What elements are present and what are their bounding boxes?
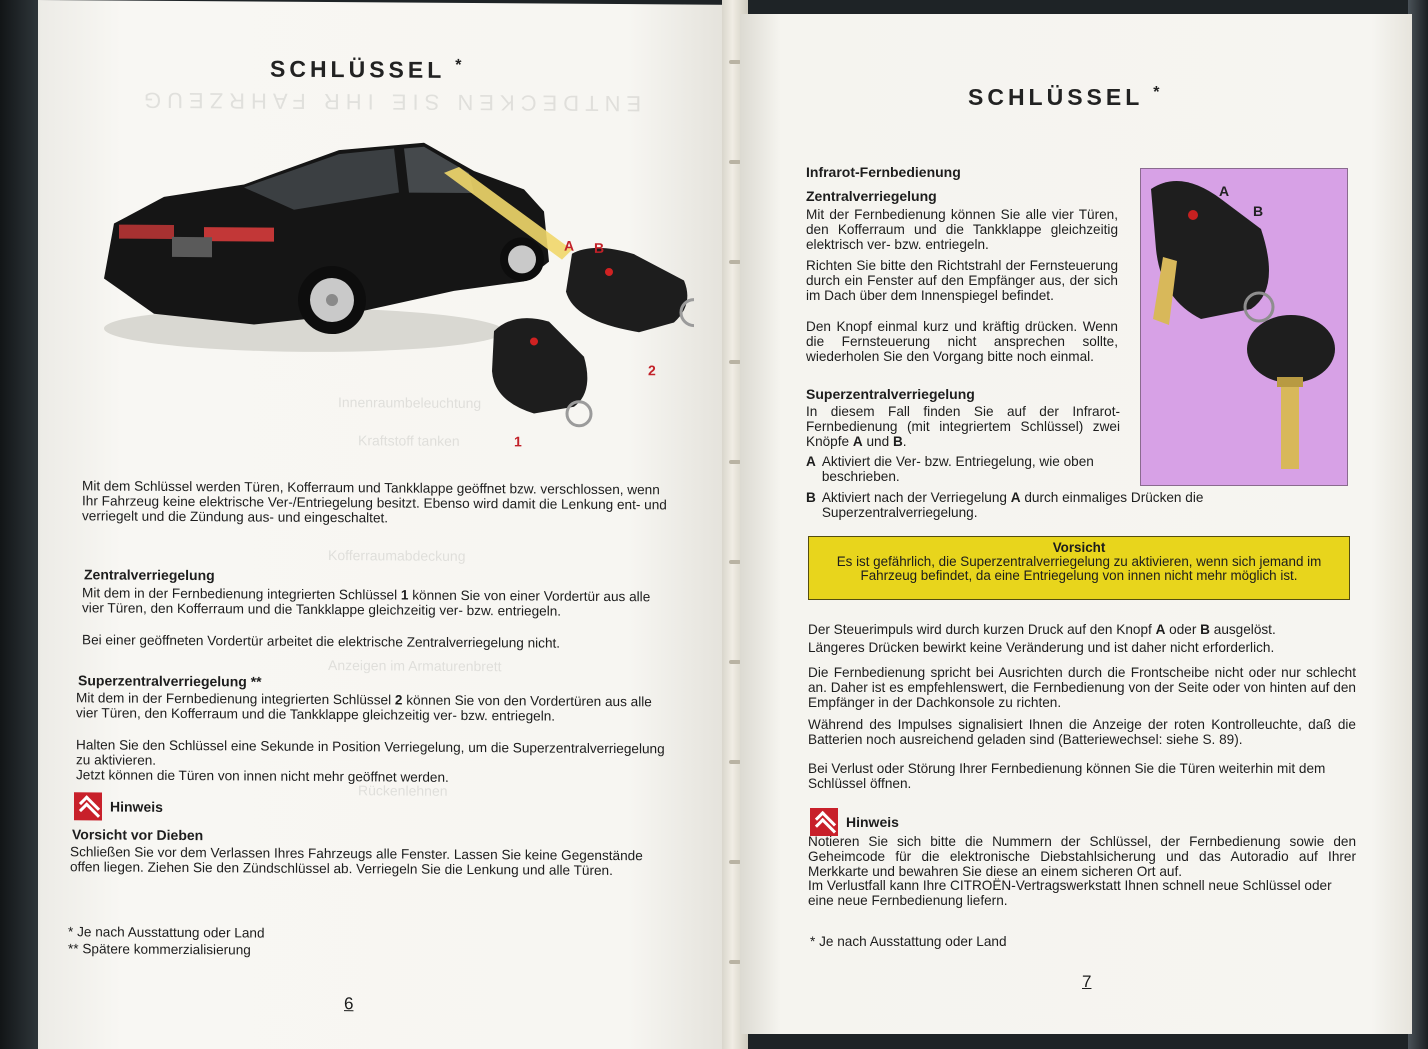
show-through-line: Anzeigen im Armaturenbrett: [328, 657, 502, 675]
page-title: [968, 84, 1160, 111]
warning-title: Vorsicht: [1052, 540, 1106, 555]
zentral-paragraph-2: Bei einer geöffneten Vordertür arbeitet die elektrische Zentralverriegelung nicht.: [82, 632, 561, 651]
super-paragraph-2: Halten Sie den Schlüssel eine Sekunde in Position Verriegelung, um die Superzentralverriegelung zu aktivieren.: [76, 737, 665, 768]
zentral-heading: Zentralverriegelung: [84, 566, 215, 584]
photo-label-b: B: [1253, 203, 1264, 219]
text-run: Mit dem in der Fernbedienung integrierten Schlüssel: [76, 690, 395, 708]
footnote-1: * Je nach Ausstattung oder Land: [68, 924, 265, 941]
show-through-title: ENTDECKEN SIE IHR FAHRZEUG: [138, 87, 642, 117]
page-right: [740, 14, 1412, 1034]
car-and-keys-illustration: [94, 128, 694, 462]
intro-paragraph: Mit dem Schlüssel werden Türen, Kofferraum und Tankklappe geöffnet bzw. verschlossen, wenn Ihr Fahrzeug keine elektrische Ver-/Entriegelung besitzt. Ebenso wird damit die Lenkung ent- und verriegelt und die Zündung aus- und eingeschaltet.: [82, 478, 667, 526]
hinweis-label: Hinweis: [846, 814, 899, 830]
super-heading: Superzentralverriegelung: [806, 386, 975, 402]
text-run: Aktiviert nach der Verriegelung: [821, 490, 1011, 505]
hinweis-paragraph-2: Im Verlustfall kann Ihre CITROËN-Vertragswerkstatt Ihnen schnell neue Schlüssel oder eine neue Fernbedienung liefern.: [808, 878, 1332, 908]
waehrend-paragraph: Während des Impulses signalisiert Ihnen die Anzeige der roten Kontrolleuchte, daß die Batterien noch ausreichend geladen sind (Batteriewechsel: siehe S. 89).: [808, 717, 1356, 747]
citroen-logo-icon: [810, 808, 838, 836]
callout-a: A: [564, 237, 575, 254]
hinweis-paragraph: Notieren Sie sich bitte die Nummern der Schlüssel, der Fernbedienung sowie den Geheimcode für die elektronische Diebstahlsicherung und das Autoradio auf Ihrer Merkkarte und bewahren Sie diese an einem sicheren Ort auf.: [808, 834, 1356, 879]
key-number: 1: [400, 587, 409, 603]
super-paragraph-3: Jetzt können die Türen von innen nicht mehr geöffnet werden.: [76, 767, 449, 785]
button-ref-a: A: [1010, 490, 1021, 505]
super-heading-stars: **: [250, 673, 262, 690]
impuls-paragraph: [808, 622, 1356, 637]
text-run: können Sie von den Vordertüren aus alle vier Türen, den Kofferraum und die Tankklappe gleichzeitig ver- bzw. entriegeln.: [76, 692, 652, 724]
hinweis-label: Hinweis: [110, 798, 163, 815]
page-title: [270, 56, 462, 84]
callout-2: 2: [648, 362, 656, 379]
callout-1: 1: [514, 433, 522, 450]
text-run: .: [902, 434, 907, 449]
list-text: [822, 490, 1354, 520]
hinweis-block: [74, 792, 163, 821]
page-title-text: SCHLÜSSEL: [968, 84, 1143, 110]
button-ref-b: B: [1200, 622, 1210, 637]
text-run: Der Steuerimpuls wird durch kurzen Druck auf den Knopf: [808, 622, 1156, 637]
list-text: Aktiviert die Ver- bzw. Entriegelung, wie oben beschrieben.: [821, 454, 1094, 484]
richten-paragraph: Richten Sie bitte den Richtstrahl der Fernsteuerung durch ein Fenster auf den Empfänger aus, der sich im Dach über dem Innenspiegel befindet.: [806, 258, 1118, 303]
footnote-2: ** Spätere kommerzialisierung: [68, 941, 251, 958]
zentral-heading: Zentralverriegelung: [806, 188, 937, 204]
diebe-paragraph: Schließen Sie vor dem Verlassen Ihres Fahrzeugs alle Fenster. Lassen Sie keine Gegenstände offen liegen. Ziehen Sie den Zündschlüssel ab. Verriegeln Sie die Lenkung und alle Türen.: [70, 844, 643, 879]
verlust-paragraph: Bei Verlust oder Störung Ihrer Fernbedienung können Sie die Türen weiterhin mit dem Schlüssel öffnen.: [808, 761, 1326, 791]
text-run: und: [862, 434, 893, 449]
citroen-logo-icon: [74, 792, 102, 820]
show-through-line: Innenraumbeleuchtung: [338, 394, 482, 412]
list-marker: B: [806, 490, 816, 505]
infrarot-heading: Infrarot-Fernbedienung: [806, 164, 961, 180]
page-title-text: SCHLÜSSEL: [270, 55, 445, 83]
button-ref-a: A: [852, 434, 863, 449]
zentral-paragraph: Mit der Fernbedienung können Sie alle vier Türen, den Kofferraum und die Tankklappe gleichzeitig elektrisch ver- bzw. entriegeln.: [806, 207, 1118, 252]
text-run: In diesem Fall finden Sie auf der Infrarot-Fernbedienung (mit integriertem Schlüssel) zwei Knöpfe: [806, 404, 1120, 449]
photo-label-a: A: [1219, 183, 1230, 199]
hinweis-block: [810, 808, 899, 836]
text-run: können Sie von einer Vordertür aus alle vier Türen, den Kofferraum und die Tankklappe gleichzeitig ver- bzw. entriegeln.: [82, 587, 651, 619]
super-paragraph: [806, 404, 1120, 449]
button-ref-a: A: [1155, 622, 1166, 637]
remote-key-drawing: [1141, 169, 1349, 487]
list-item-b: [806, 490, 1354, 520]
text-run: ausgelöst.: [1209, 622, 1276, 637]
super-paragraph: [76, 690, 666, 724]
callout-b: B: [594, 239, 605, 256]
button-ref-b: B: [892, 434, 903, 449]
key-number: 2: [394, 692, 403, 708]
title-asterisk: *: [1153, 84, 1160, 101]
show-through-line: Rückenlehnen: [358, 782, 448, 799]
warning-box: [808, 536, 1350, 600]
spricht-paragraph: Die Fernbedienung spricht bei Ausrichten durch die Frontscheibe nicht oder nur schlecht an. Daher ist es empfehlenswert, die Fernbedienung von der Seite oder von hinten auf den Empfänger in der Dachkonsole zu richten.: [808, 665, 1356, 710]
show-through-line: Kofferraumabdeckung: [328, 547, 466, 564]
page-number: 6: [344, 994, 354, 1014]
warning-text: Es ist gefährlich, die Superzentralverriegelung zu aktivieren, wenn sich jemand im Fahrzeug befindet, da eine Entriegelung von innen nicht mehr möglich ist.: [836, 554, 1322, 583]
show-through-line: Kraftstoff tanken: [358, 432, 460, 449]
laenger-paragraph: Längeres Drücken bewirkt keine Veränderung und ist daher nicht erforderlich.: [808, 640, 1275, 655]
page-number: 7: [1082, 972, 1092, 991]
footnote: * Je nach Ausstattung oder Land: [810, 934, 1007, 949]
super-heading-text: Superzentralverriegelung: [78, 672, 247, 690]
title-asterisk: *: [455, 56, 462, 74]
list-marker: A: [806, 454, 816, 469]
super-heading: [78, 672, 262, 689]
zentral-paragraph: [82, 585, 674, 619]
diebe-heading: Vorsicht vor Dieben: [72, 826, 204, 844]
knopf-paragraph: Den Knopf einmal kurz und kräftig drücken. Wenn die Fernsteuerung nicht ansprechen sollte, wiederholen Sie den Vorgang bitte noch einmal.: [806, 319, 1118, 364]
text-run: Mit dem in der Fernbedienung integrierten Schlüssel: [82, 585, 401, 603]
text-run: oder: [1165, 622, 1201, 637]
remote-key-photo: [1140, 168, 1348, 486]
text-run: durch einmaliges Drücken die Superzentralverriegelung.: [821, 490, 1204, 520]
page-left: [38, 0, 732, 1049]
list-item-a: [806, 454, 1120, 484]
